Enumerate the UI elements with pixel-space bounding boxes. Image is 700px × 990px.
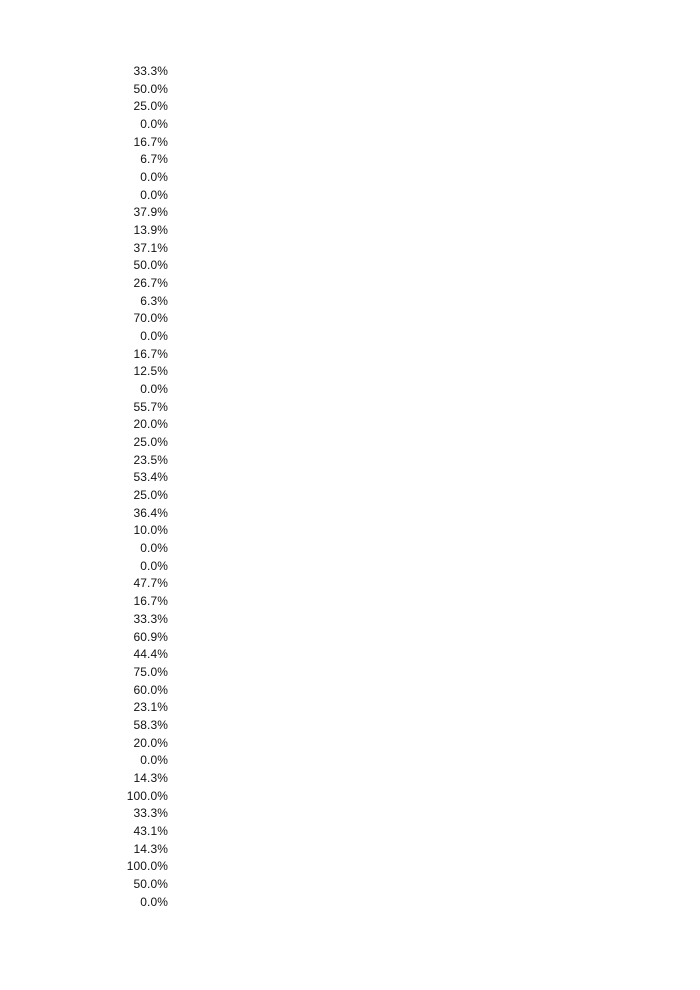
percentage-cell: 16.7% <box>133 134 168 149</box>
percentage-cell: 100.0% <box>126 788 168 803</box>
percentage-cell: 0.0% <box>140 382 168 397</box>
percentage-cell: 16.7% <box>133 594 168 609</box>
percentage-cell: 50.0% <box>133 876 168 891</box>
percentage-cell: 23.1% <box>133 700 168 715</box>
percentage-cell: 55.7% <box>133 399 168 414</box>
percentage-cell: 100.0% <box>126 859 168 874</box>
percentage-cell: 25.0% <box>133 99 168 114</box>
percentage-cell: 6.3% <box>140 293 168 308</box>
percentage-cell: 14.3% <box>133 841 168 856</box>
percentage-cell: 47.7% <box>133 576 168 591</box>
percentage-cell: 0.0% <box>140 541 168 556</box>
percentage-cell: 58.3% <box>133 717 168 732</box>
percentage-cell: 6.7% <box>140 152 168 167</box>
percentage-cell: 60.0% <box>133 682 168 697</box>
percentage-cell: 33.3% <box>133 611 168 626</box>
percentage-cell: 10.0% <box>133 523 168 538</box>
percentage-cell: 37.1% <box>133 240 168 255</box>
percentage-cell: 12.5% <box>133 364 168 379</box>
percentage-cell: 14.3% <box>133 770 168 785</box>
percentage-cell: 26.7% <box>133 276 168 291</box>
percentage-cell: 20.0% <box>133 417 168 432</box>
percentage-cell: 0.0% <box>140 329 168 344</box>
percentage-cell: 0.0% <box>140 170 168 185</box>
percentage-cell: 20.0% <box>133 735 168 750</box>
percentage-cell: 33.3% <box>133 64 168 78</box>
percentage-cell: 75.0% <box>133 664 168 679</box>
percentage-cell: 0.0% <box>140 753 168 768</box>
percentage-cell: 33.3% <box>133 806 168 821</box>
percentage-cell: 0.0% <box>140 187 168 202</box>
percentage-cell: 36.4% <box>133 505 168 520</box>
percentage-cell: 23.5% <box>133 452 168 467</box>
percentage-cell: 43.1% <box>133 823 168 838</box>
percentage-cell: 25.0% <box>133 435 168 450</box>
percentage-cell: 53.4% <box>133 470 168 485</box>
percentage-column <box>100 63 168 911</box>
percentage-cell: 60.9% <box>133 629 168 644</box>
percentage-cell: 16.7% <box>133 346 168 361</box>
percentage-cell: 0.0% <box>140 117 168 132</box>
percentage-cell: 25.0% <box>133 488 168 503</box>
percentage-cell: 0.0% <box>140 894 168 909</box>
percentage-cell: 37.9% <box>133 205 168 220</box>
percentage-cell: 50.0% <box>133 81 168 96</box>
percentage-cell: 0.0% <box>140 558 168 573</box>
percentage-cell: 44.4% <box>133 647 168 662</box>
percentage-cell: 13.9% <box>133 223 168 238</box>
percentage-cell: 50.0% <box>133 258 168 273</box>
percentage-cell: 70.0% <box>133 311 168 326</box>
